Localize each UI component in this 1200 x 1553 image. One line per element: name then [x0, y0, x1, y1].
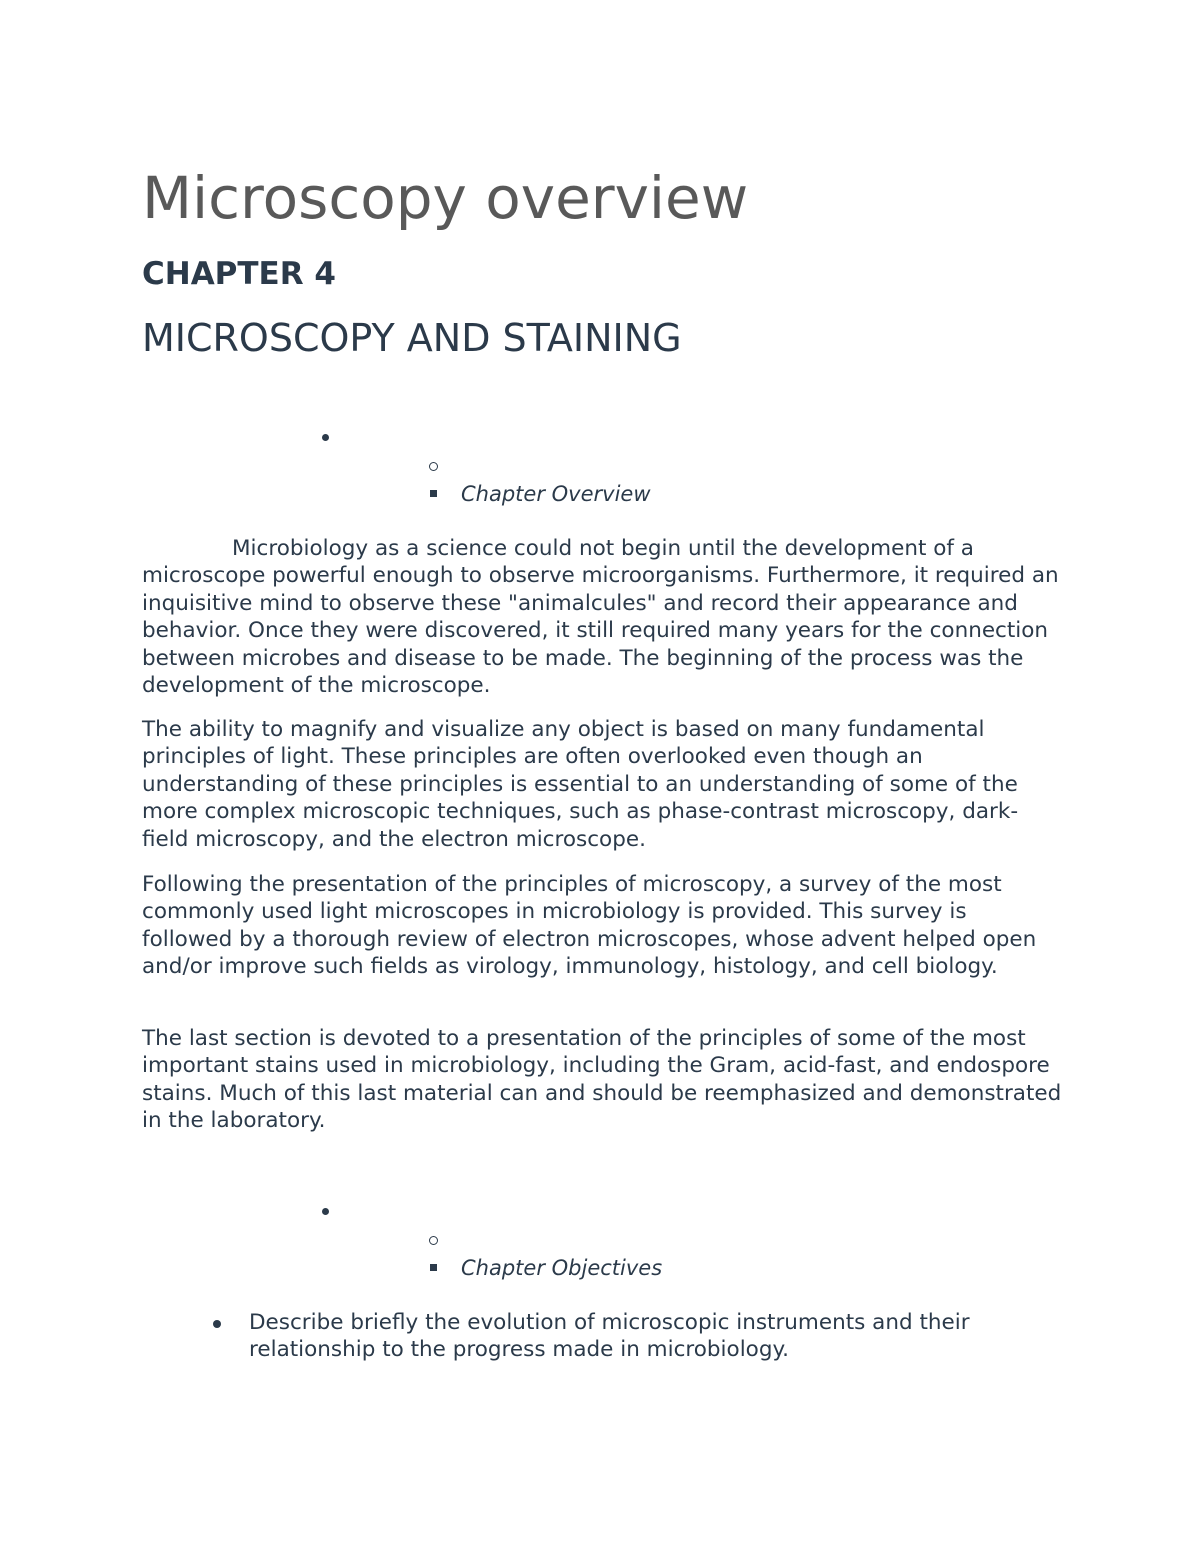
- overview-paragraph-2: The ability to magnify and visualize any object is based on many fundamental principles of light. These principles are often overlooked even though an understanding of these principles is essential to an understanding of some of the more complex microscopic techniques, such as phase-contrast microscopy, dark-field microscopy, and the electron microscope.: [142, 717, 1019, 852]
- overview-paragraph-4: The last section is devoted to a presentation of the principles of some of the most important stains used in microbiology, including the Gram, acid-fast, and endospore stains. Much of this last material can and should be reemphasized and demonstrated in the laboratory.: [142, 1026, 1062, 1134]
- list-bullet-level-3: [430, 1264, 437, 1271]
- overview-heading: Chapter Overview: [461, 482, 651, 506]
- list-bullet-level-1: [322, 1208, 329, 1215]
- chapter-title: MICROSCOPY AND STAINING: [142, 316, 682, 360]
- list-bullet-level-2: [429, 462, 438, 471]
- objective-bullet: [213, 1320, 221, 1328]
- document-title: Microscopy overview: [142, 164, 749, 232]
- list-bullet-level-2: [429, 1236, 438, 1245]
- objectives-heading: Chapter Objectives: [461, 1256, 663, 1280]
- overview-paragraph-1: Microbiology as a science could not begin until the development of a microscope powerful enough to observe microorganisms. Furthermore, it required an inquisitive mind to observe these "animalcules" and record their appearance and behavior. Once they were discovered, it still required many years for the connection between microbes and disease to be made. The beginning of the process was the development of the microscope.: [142, 536, 1059, 699]
- overview-paragraph-3: Following the presentation of the principles of microscopy, a survey of the most commonly used light microscopes in microbiology is provided. This survey is followed by a thorough review of electron microscopes, whose advent helped open and/or improve such fields as virology, immunology, histology, and cell biology.: [142, 872, 1037, 980]
- chapter-number: CHAPTER 4: [142, 256, 336, 292]
- list-bullet-level-1: [322, 434, 329, 441]
- list-bullet-level-3: [430, 490, 437, 497]
- objective-item-1: Describe briefly the evolution of microscopic instruments and their relationship to the progress made in microbiology.: [249, 1310, 970, 1363]
